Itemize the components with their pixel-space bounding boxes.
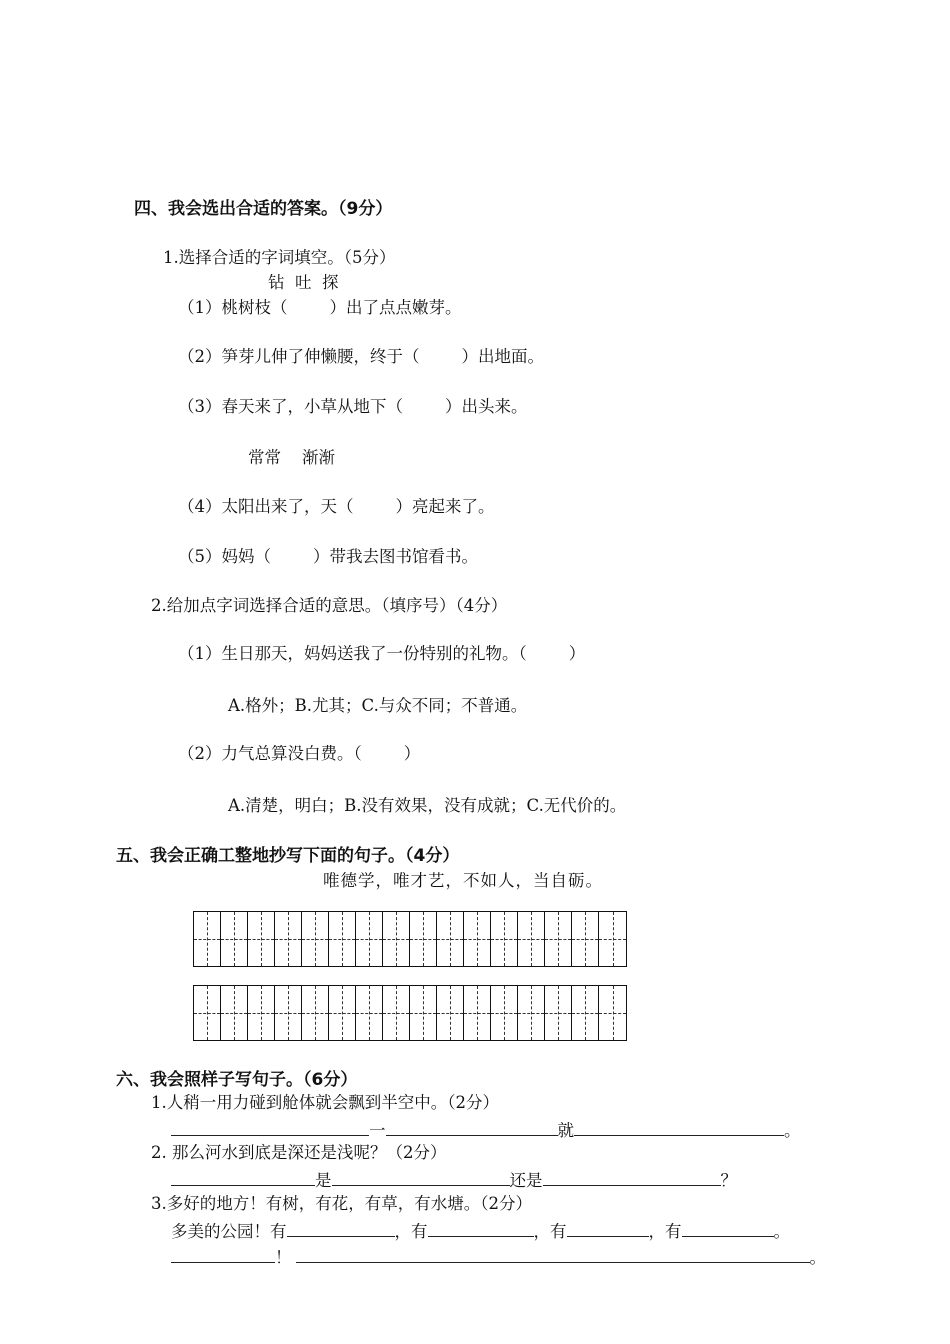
blank[interactable] — [296, 1248, 810, 1263]
blank[interactable] — [171, 1171, 315, 1186]
writing-grid-1[interactable] — [193, 911, 627, 967]
q2-options-2: A.清楚，明白；B.没有效果，没有成就；C.无代价的。 — [228, 796, 627, 815]
connector-word: 还是 — [509, 1171, 543, 1190]
connector-word: 就 — [557, 1121, 574, 1140]
q2-item-1: （1）生日那天，妈妈送我了一份特别的礼物。（ ） — [178, 644, 586, 663]
word-bank-a: 钻 吐 探 — [268, 273, 339, 292]
section4-heading: 四、我会选出合适的答案。（9分） — [134, 199, 393, 219]
q2-options-1: A.格外；B.尤其；C.与众不同；不普通。 — [228, 696, 528, 715]
q1-item-4: （4）太阳出来了，天（ ）亮起来了。 — [178, 497, 495, 516]
blank[interactable] — [332, 1171, 510, 1186]
word-bank-b: 常常 渐渐 — [248, 448, 335, 467]
q1-title: 1.选择合适的字词填空。（5分） — [163, 248, 396, 267]
section6-heading: 六、我会照样子写句子。（6分） — [116, 1070, 358, 1090]
connector-word: 一 — [369, 1121, 386, 1140]
blank[interactable] — [386, 1121, 558, 1136]
s6-q3-answer-line-1: 多美的公园！有 ，有 ，有 ，有 。 — [171, 1222, 790, 1241]
s6-q2-title: 2. 那么河水到底是深还是浅呢？（2分） — [151, 1143, 447, 1162]
q1-item-2: （2）笋芽儿伸了伸懒腰，终于（ ）出地面。 — [178, 347, 544, 366]
blank[interactable] — [428, 1222, 534, 1237]
q1-item-3: （3）春天来了，小草从地下（ ）出头来。 — [178, 397, 528, 416]
blank[interactable] — [287, 1222, 395, 1237]
section5-heading: 五、我会正确工整地抄写下面的句子。（4分） — [116, 846, 460, 866]
blank[interactable] — [682, 1222, 774, 1237]
s6-q3-answer-line-2: ！ 。 — [171, 1248, 826, 1267]
q1-item-5: （5）妈妈（ ）带我去图书馆看书。 — [178, 547, 478, 566]
s6-q3-title: 3.多好的地方！有树，有花，有草，有水塘。（2分） — [151, 1194, 532, 1213]
q2-item-2: （2）力气总算没白费。（ ） — [178, 744, 421, 763]
blank[interactable] — [171, 1121, 369, 1136]
s6-q2-answer-line: 是 还是 ？ — [171, 1171, 737, 1190]
connector-word: 是 — [315, 1171, 332, 1190]
blank[interactable] — [567, 1222, 649, 1237]
s6-q1-title: 1.人稍一用力碰到舱体就会飘到半空中。（2分） — [151, 1093, 499, 1112]
q2-title: 2.给加点字词选择合适的意思。（填序号）（4分） — [151, 596, 508, 615]
s6-q1-answer-line: 一 就 。 — [171, 1121, 801, 1140]
blank[interactable] — [574, 1121, 784, 1136]
blank[interactable] — [171, 1248, 275, 1263]
writing-grid-2[interactable] — [193, 985, 627, 1041]
blank[interactable] — [543, 1171, 721, 1186]
q1-item-1: （1）桃树枝（ ）出了点点嫩芽。 — [178, 298, 462, 317]
copy-sentence: 唯德学，唯才艺，不如人，当自砺。 — [323, 871, 603, 890]
